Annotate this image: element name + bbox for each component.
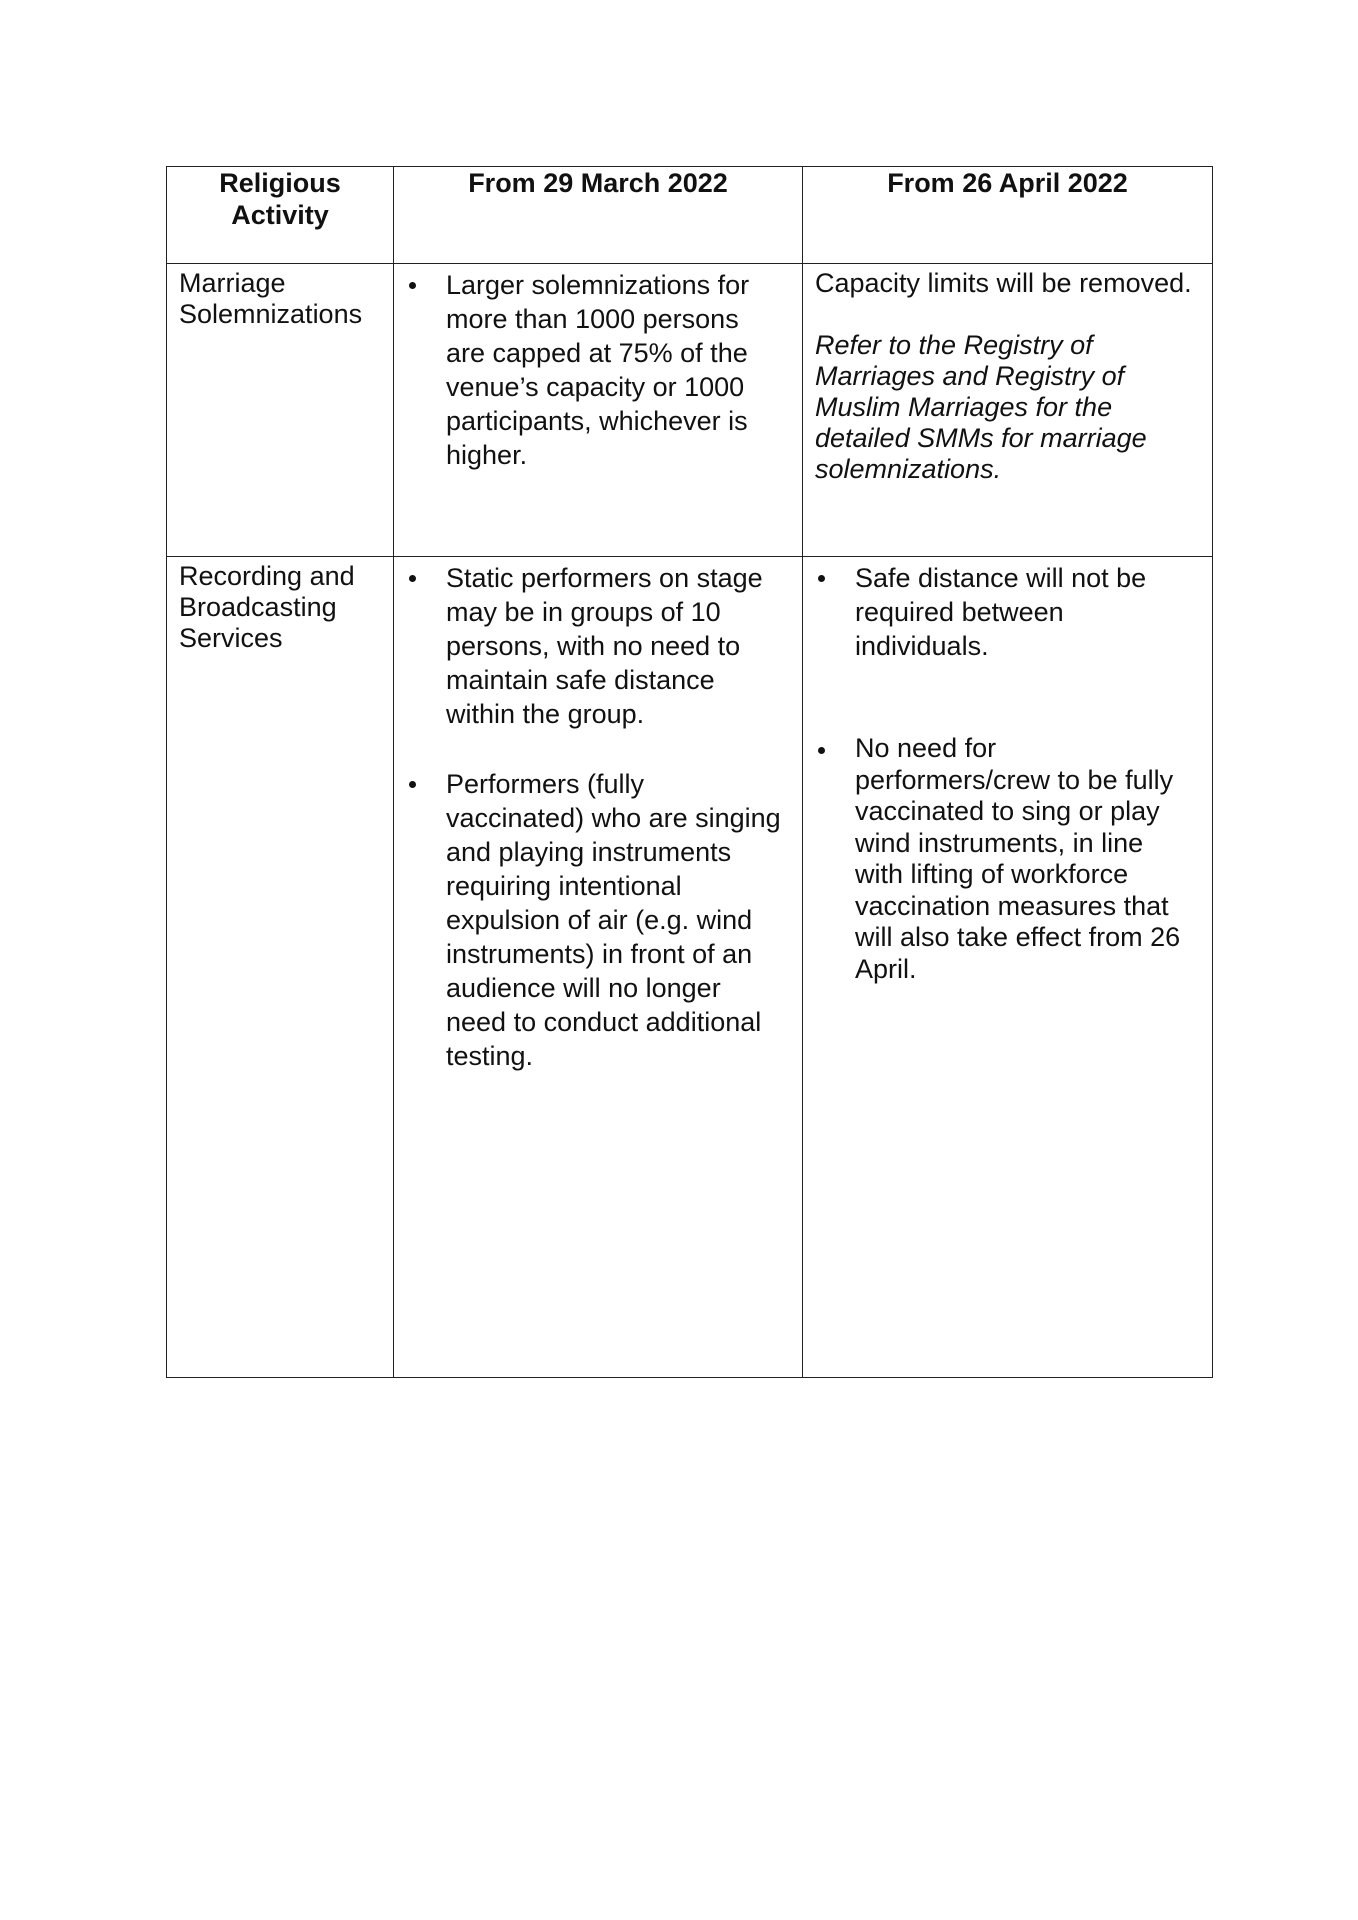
activity-marriage-solemnizations: Marriage Solemnizations bbox=[179, 268, 363, 329]
header-religious-activity bbox=[167, 167, 394, 264]
april-registry-note: Refer to the Registry of Marriages and Registry of Muslim Marriages for the detailed SMMs for marriage solemnizations. bbox=[815, 330, 1147, 484]
table-row bbox=[167, 557, 1213, 1378]
header-from-29-march bbox=[394, 167, 803, 264]
header-from-26-april-label: From 26 April 2022 bbox=[887, 168, 1128, 198]
march-measures-list bbox=[394, 557, 802, 1073]
activity-recording-broadcasting: Recording and Broadcasting Services bbox=[179, 561, 355, 653]
activity-cell bbox=[167, 557, 394, 1378]
measures-table bbox=[166, 166, 1213, 1378]
list-item: Performers (fully vaccinated) who are singing and playing instruments requiring intentional expulsion of air (e.g. wind instruments) in front of an audience will no longer need to conduct additional testing. bbox=[394, 767, 782, 1073]
table-row bbox=[167, 264, 1213, 557]
header-religious-activity-label: Religious Activity bbox=[219, 168, 341, 230]
activity-cell bbox=[167, 264, 394, 557]
header-from-29-march-label: From 29 March 2022 bbox=[468, 168, 728, 198]
march-measures-cell bbox=[394, 557, 803, 1378]
table-header-row bbox=[167, 167, 1213, 264]
list-item: Safe distance will not be required between individuals. bbox=[803, 561, 1192, 663]
march-measures-list bbox=[394, 264, 802, 472]
march-measures-cell bbox=[394, 264, 803, 557]
april-capacity-text: Capacity limits will be removed. bbox=[815, 268, 1192, 298]
april-measures-cell bbox=[803, 264, 1213, 557]
list-item: No need for performers/crew to be fully vaccinated to sing or play wind instruments, in line with lifting of workforce vaccination measures that will also take effect from 26 April. bbox=[803, 733, 1192, 985]
header-from-26-april bbox=[803, 167, 1213, 264]
april-measures-list bbox=[803, 557, 1212, 985]
list-item: Larger solemnizations for more than 1000 persons are capped at 75% of the venue’s capacity or 1000 participants, whichever is higher. bbox=[394, 268, 782, 472]
list-item: Static performers on stage may be in groups of 10 persons, with no need to maintain safe distance within the group. bbox=[394, 561, 782, 731]
april-measures-cell bbox=[803, 557, 1213, 1378]
